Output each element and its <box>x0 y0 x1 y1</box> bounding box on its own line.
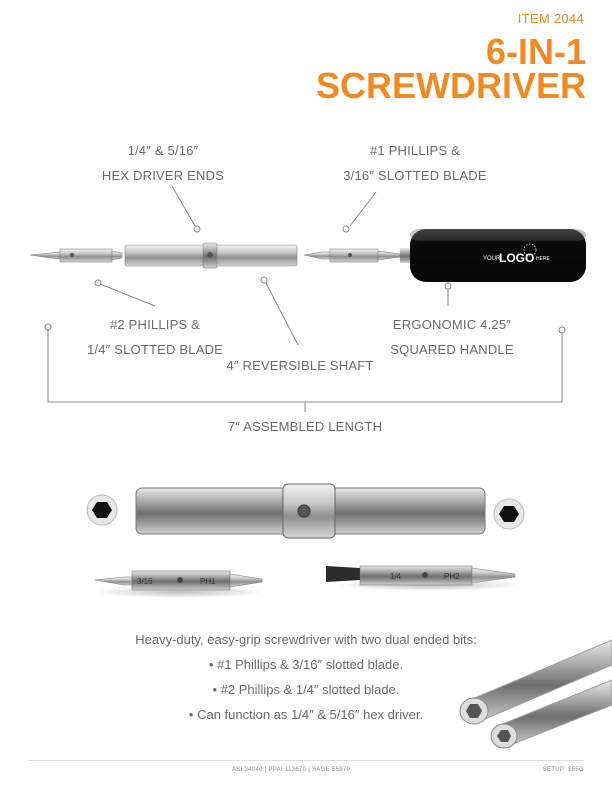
logo-your: YOUR <box>483 256 501 262</box>
item-number: ITEM 2044 <box>517 11 584 26</box>
callout-phillips-2-line1: #2 PHILLIPS & <box>109 317 201 332</box>
footer-divider <box>28 760 584 761</box>
shaft-top <box>125 243 297 268</box>
callout-shaft: 4″ REVERSIBLE SHAFT <box>226 358 374 373</box>
logo-text: LOGO <box>499 251 535 265</box>
bit-2-top <box>30 249 122 262</box>
footer-codes: ASI 34040 | PPAI 113670 | SAGE 55970 <box>232 767 351 773</box>
shaft-large <box>136 484 485 538</box>
logo-here: HERE <box>536 256 550 262</box>
bit-ph1-tip: PH1 <box>200 577 216 586</box>
callout-phillips-1 <box>330 138 500 188</box>
description <box>0 627 612 727</box>
callout-hex-ends <box>88 138 238 188</box>
bit-1-top <box>304 249 400 262</box>
callout-handle <box>372 312 532 362</box>
hex-end-right <box>494 499 524 529</box>
description-bullet-1: • #1 Phillips & 3/16″ slotted blade. <box>208 657 404 672</box>
callout-hex-ends-line2: HEX DRIVER ENDS <box>101 168 225 183</box>
callout-phillips-2-line2: 1/4″ SLOTTED BLADE <box>86 342 224 357</box>
handle <box>400 229 586 282</box>
title-line-1: 6-IN-1 <box>485 31 586 72</box>
title-line-2: SCREWDRIVER <box>315 65 586 106</box>
bit-ph1-size: 3/16 <box>137 577 153 586</box>
callout-handle-line2: SQUARED HANDLE <box>390 342 514 357</box>
callout-hex-ends-line1: 1/4″ & 5/16″ <box>127 143 199 158</box>
leader-lines <box>45 186 565 412</box>
description-intro: Heavy-duty, easy-grip screwdriver with two dual ended bits: <box>135 632 477 647</box>
footer-setup: SETUP: $55G <box>542 767 584 773</box>
bit-ph1 <box>95 571 262 590</box>
bit-ph2-size: 1/4 <box>390 572 402 581</box>
description-bullet-3: • Can function as 1/4″ & 5/16″ hex driver. <box>188 707 424 722</box>
callout-phillips-1-line2: 3/16″ SLOTTED BLADE <box>343 168 487 183</box>
description-bullet-2: • #2 Phillips & 1/4″ slotted blade. <box>212 682 400 697</box>
bit-ph2-tip: PH2 <box>444 572 460 581</box>
callout-length: 7″ ASSEMBLED LENGTH <box>227 419 383 434</box>
callout-phillips-1-line1: #1 PHILLIPS & <box>369 143 461 158</box>
hex-end-left <box>87 495 117 525</box>
callout-handle-line1: ERGONOMIC 4.25″ <box>392 317 512 332</box>
